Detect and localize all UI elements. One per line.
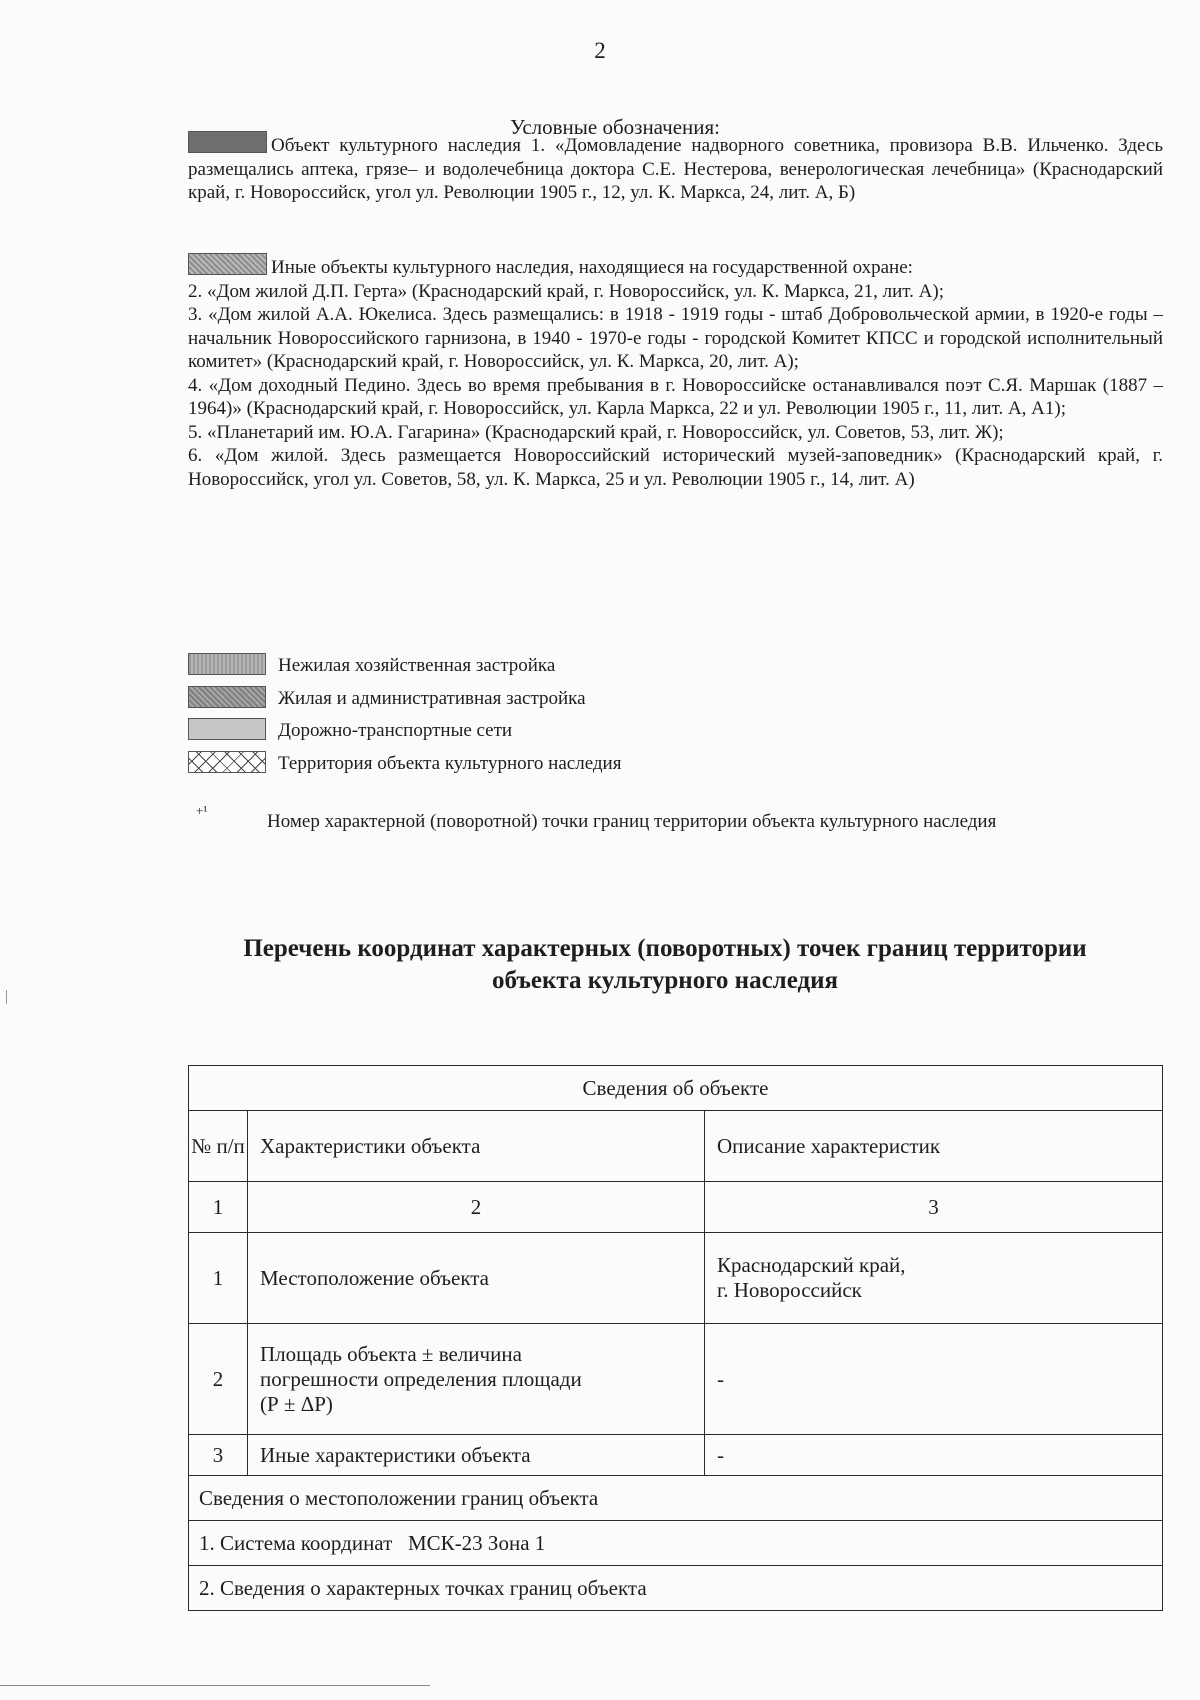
territory-label: Территория объекта культурного наследия <box>278 753 622 774</box>
road-label: Дорожно-транспортные сети <box>278 720 513 741</box>
boundaries-heading: Сведения о местоположении границ объекта <box>189 1476 1163 1521</box>
road-swatch-icon <box>188 718 266 740</box>
legend-territory <box>188 751 621 777</box>
legend-title: Условные обозначения: <box>509 115 721 139</box>
row-num: 2 <box>189 1324 248 1435</box>
point-number-label: Номер характерной (поворотной) точки границ территории объекта культурного наследия <box>267 811 997 832</box>
point-marker-icon: +¹ <box>196 803 208 818</box>
table-row <box>189 1324 1163 1435</box>
other-object-item: 4. «Дом доходный Педино. Здесь во время пребывания в г. Новороссийске останавливался поэт С.Я. Маршак (1887 – 1964)» (Краснодарский край, г. Новороссийск, ул. Карла Маркса, 22 и ул. Революции 1905 г., 11, лит. А, А1); <box>188 374 1163 419</box>
row-description <box>705 1233 1163 1324</box>
other-objects-swatch-icon <box>188 253 267 275</box>
row-characteristic-line: погрешности определения площади <box>260 1366 582 1391</box>
territory-hatch-icon <box>188 751 266 773</box>
residential-swatch-icon <box>188 686 266 708</box>
other-object-item: 6. «Дом жилой. Здесь размещается Новороссийский исторический музей-заповедник» (Краснодарский край, г. Новороссийск, угол ул. Советов, 58, ул. К. Маркса, 25 и ул. Революции 1905 г., 14, лит. А) <box>188 445 1163 490</box>
row-num: 1 <box>189 1233 248 1324</box>
legend-non-residential <box>188 653 555 679</box>
table-row <box>189 1233 1163 1324</box>
row-characteristic <box>248 1324 705 1435</box>
table-header: Сведения об объекте <box>189 1066 1163 1111</box>
section-title-line: Перечень координат характерных (поворотных) точек границ территории <box>243 935 1087 962</box>
row-description: - <box>705 1435 1163 1476</box>
other-objects-heading: Иные объекты культурного наследия, находящиеся на государственной охране: <box>271 257 913 278</box>
points-heading: 2. Сведения о характерных точках границ объекта <box>189 1566 1163 1611</box>
row-description: - <box>705 1324 1163 1435</box>
other-object-item: 3. «Дом жилой А.А. Юкелиса. Здесь размещались: в 1918 - 1919 годы - штаб Добровольческой армии, в 1920-е годы – начальник Новороссийского гарнизона, в 1940 - 1970-е годы - городской Комитет КПСС и городской исполнительный комитет» (Краснодарский край, г. Новороссийск, ул. К. Маркса, 20, лит. А); <box>188 304 1163 372</box>
index-cell: 2 <box>248 1182 705 1233</box>
row-characteristic-line: (Р ± ΔР) <box>260 1391 333 1416</box>
legend-other-objects <box>188 253 1163 491</box>
column-characteristic-header: Характеристики объекта <box>248 1111 705 1182</box>
other-object-item: 5. «Планетарий им. Ю.А. Гагарина» (Краснодарский край, г. Новороссийск, ул. Советов, 53, лит. Ж); <box>188 421 1004 443</box>
page-number: 2 <box>594 38 606 63</box>
column-description-header: Описание характеристик <box>705 1111 1163 1182</box>
coordinate-system-row: 1. Система координат МСК-23 Зона 1 <box>189 1521 1163 1566</box>
row-characteristic: Иные характеристики объекта <box>248 1435 705 1476</box>
object-info-table <box>188 1065 1163 1611</box>
index-cell: 3 <box>705 1182 1163 1233</box>
scan-margin-mark <box>6 990 7 1004</box>
cultural-object-swatch-icon <box>188 131 267 153</box>
scan-bottom-line <box>0 1685 430 1686</box>
legend-road-networks <box>188 718 512 744</box>
non-residential-label: Нежилая хозяйственная застройка <box>278 655 556 676</box>
table-row <box>189 1435 1163 1476</box>
index-cell: 1 <box>189 1182 248 1233</box>
section-title-line: объекта культурного наследия <box>491 967 839 994</box>
row-description-line: г. Новороссийск <box>717 1278 862 1302</box>
residential-label: Жилая и административная застройка <box>278 688 586 709</box>
other-object-item: 2. «Дом жилой Д.П. Герта» (Краснодарский край, г. Новороссийск, ул. К. Маркса, 21, лит. А); <box>188 280 945 302</box>
non-residential-swatch-icon <box>188 653 266 675</box>
legend-residential <box>188 686 586 712</box>
column-num-header: № п/п <box>189 1111 248 1182</box>
row-characteristic: Местоположение объекта <box>248 1233 705 1324</box>
section-title <box>170 933 1160 997</box>
legend-cultural-object <box>188 131 1163 205</box>
cultural-object-text: Объект культурного наследия 1. «Домовладение надворного советника, провизора В.В. Ильченко. Здесь размещались аптека, грязе– и водолечебница доктора С.Е. Нестерова, венерологическая лечебница» (Краснодарский край, г. Новороссийск, угол ул. Революции 1905 г., 12, ул. К. Маркса, 24, лит. А, Б) <box>188 135 1163 203</box>
row-characteristic-line: Площадь объекта ± величина <box>260 1341 522 1366</box>
row-num: 3 <box>189 1435 248 1476</box>
row-description-line: Краснодарский край, <box>717 1253 906 1277</box>
